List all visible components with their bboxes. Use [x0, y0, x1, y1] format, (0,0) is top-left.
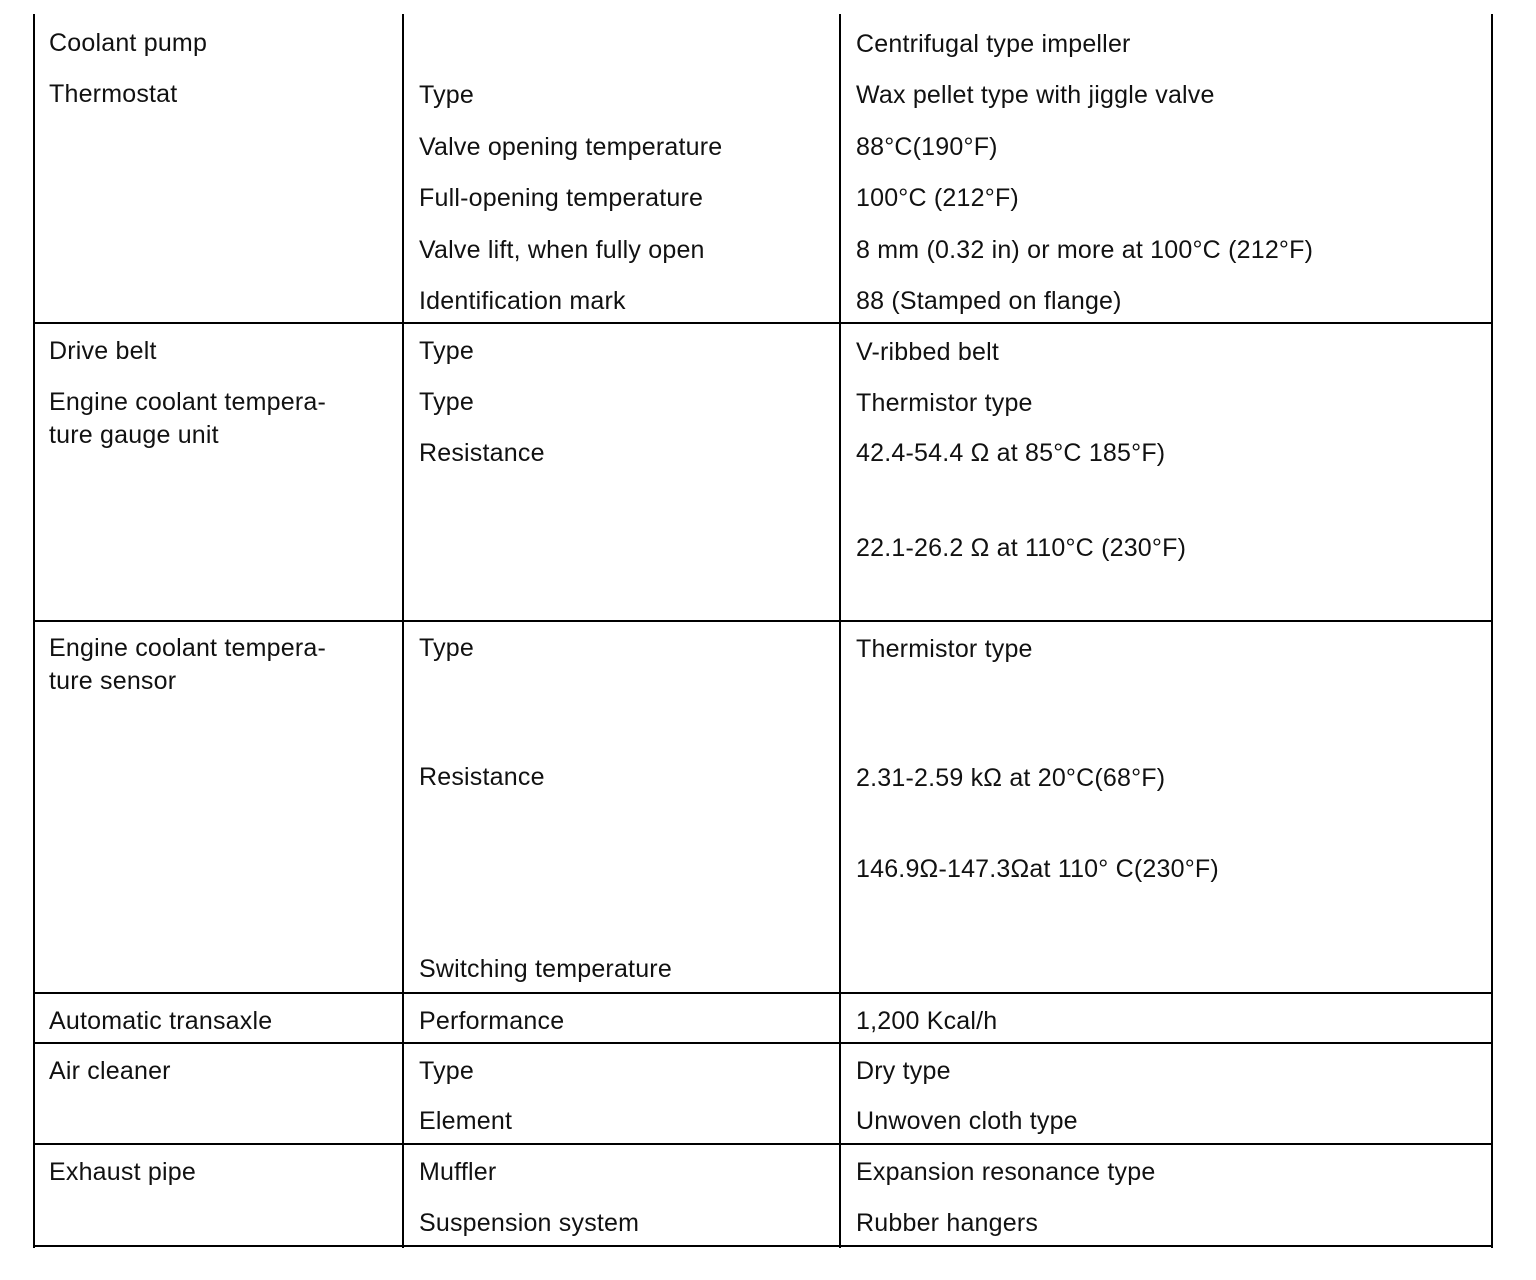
row-divider [33, 620, 1493, 622]
table-bottom-border [33, 1245, 1493, 1247]
value-sensor-resistance-2: 146.9Ω-147.3Ωat 110° C(230°F) [856, 855, 1219, 883]
item-thermostat: Thermostat [49, 80, 178, 108]
value-air-cleaner-element: Unwoven cloth type [856, 1107, 1078, 1135]
item-gauge-unit-line1: Engine coolant tempera- [49, 388, 326, 416]
value-coolant-pump: Centrifugal type impeller [856, 30, 1131, 58]
value-sensor-resistance-1: 2.31-2.59 kΩ at 20°C(68°F) [856, 764, 1166, 792]
column-divider-2 [839, 14, 841, 1248]
item-drive-belt: Drive belt [49, 337, 157, 365]
item-automatic-transaxle: Automatic transaxle [49, 1007, 273, 1035]
row-divider [33, 322, 1493, 324]
label-suspension-system: Suspension system [419, 1209, 640, 1237]
row-divider [33, 1042, 1493, 1044]
item-gauge-unit-line2: ture gauge unit [49, 421, 219, 449]
value-drive-belt-type: V-ribbed belt [856, 338, 999, 366]
label-thermostat-type: Type [419, 81, 474, 109]
value-sensor-type: Thermistor type [856, 635, 1033, 663]
label-muffler: Muffler [419, 1158, 497, 1186]
item-sensor-line1: Engine coolant tempera- [49, 634, 326, 662]
value-valve-lift: 8 mm (0.32 in) or more at 100°C (212°F) [856, 236, 1314, 264]
column-divider-1 [402, 14, 404, 1248]
value-suspension-system: Rubber hangers [856, 1209, 1039, 1237]
item-sensor-line2: ture sensor [49, 667, 177, 695]
label-switching-temperature: Switching temperature [419, 955, 672, 983]
label-gauge-unit-resistance: Resistance [419, 439, 545, 467]
item-exhaust-pipe: Exhaust pipe [49, 1158, 196, 1186]
label-full-opening-temp: Full-opening temperature [419, 184, 704, 212]
value-thermostat-type: Wax pellet type with jiggle valve [856, 81, 1215, 109]
label-drive-belt-type: Type [419, 337, 474, 365]
value-gauge-unit-type: Thermistor type [856, 389, 1033, 417]
value-valve-opening-temp: 88°C(190°F) [856, 133, 998, 161]
label-sensor-resistance: Resistance [419, 763, 545, 791]
label-valve-lift: Valve lift, when fully open [419, 236, 705, 264]
value-performance: 1,200 Kcal/h [856, 1007, 998, 1035]
value-gauge-unit-resistance-1: 42.4-54.4 Ω at 85°C 185°F) [856, 439, 1166, 467]
value-full-opening-temp: 100°C (212°F) [856, 184, 1019, 212]
label-identification-mark: Identification mark [419, 287, 626, 315]
row-divider [33, 992, 1493, 994]
label-air-cleaner-element: Element [419, 1107, 513, 1135]
label-air-cleaner-type: Type [419, 1057, 474, 1085]
label-valve-opening-temp: Valve opening temperature [419, 133, 723, 161]
table-left-border [33, 14, 35, 1248]
value-gauge-unit-resistance-2: 22.1-26.2 Ω at 110°C (230°F) [856, 534, 1187, 562]
table-right-border [1491, 14, 1493, 1248]
label-sensor-type: Type [419, 634, 474, 662]
value-air-cleaner-type: Dry type [856, 1057, 951, 1085]
label-gauge-unit-type: Type [419, 388, 474, 416]
item-coolant-pump: Coolant pump [49, 29, 208, 57]
item-air-cleaner: Air cleaner [49, 1057, 171, 1085]
value-muffler: Expansion resonance type [856, 1158, 1156, 1186]
value-identification-mark: 88 (Stamped on flange) [856, 287, 1122, 315]
row-divider [33, 1143, 1493, 1145]
label-performance: Performance [419, 1007, 565, 1035]
